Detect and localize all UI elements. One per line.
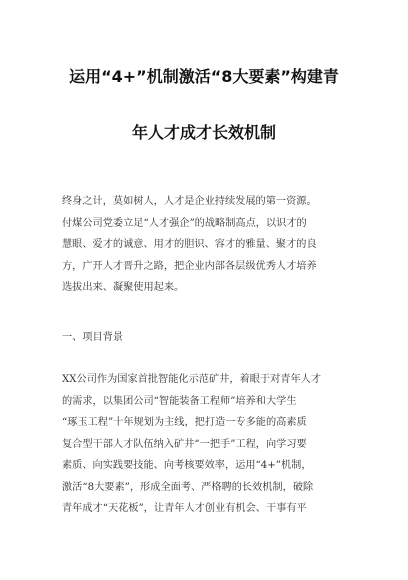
paragraph-line: 素质、向实践要技能、向考核要效率，运用“4+”机制， <box>62 460 312 471</box>
document-title-line-2: 年人才成才长效机制 <box>131 123 276 142</box>
intro-paragraph <box>62 191 348 299</box>
background-paragraph <box>62 369 348 520</box>
paragraph-line: 付煤公司党委立足“人才强企”的战略制高点，以识才的 <box>62 217 307 229</box>
paragraph-line: XX公司作为国家首批智能化示范矿井，着眼于对青年人才 <box>62 374 322 385</box>
paragraph-line: 终身之计，莫如树人，人才是企业持续发展的第一资源。 <box>62 196 317 207</box>
paragraph-line: 青年成才“天花板”，让青年人才创业有机会、干事有平 <box>62 503 307 514</box>
document-title-line-1: 运用“4+”机制激活“8大要素”构建青 <box>69 67 339 86</box>
paragraph-line: 慧眼、爱才的诚意、用才的胆识、容才的雅量、聚才的良 <box>62 239 317 250</box>
paragraph-line: 激活“8大要素”，形成全面考、严格聘的长效机制，破除 <box>62 481 314 493</box>
paragraph-line: 的需求，以集团公司“智能装备工程师”培养和大学生 <box>62 395 297 407</box>
section-heading: 一、项目背景 <box>62 332 124 343</box>
paragraph-line: “琢玉工程”十年规划为主线，把打造一专多能的高素质 <box>62 417 307 428</box>
paragraph-line: 选拔出来、凝聚使用起来。 <box>62 282 185 293</box>
paragraph-line: 复合型干部人才队伍纳入矿井“一把手”工程，向学习要 <box>62 438 307 450</box>
paragraph-line: 方，广开人才晋升之路，把企业内部各层级优秀人才培养 <box>62 260 317 272</box>
